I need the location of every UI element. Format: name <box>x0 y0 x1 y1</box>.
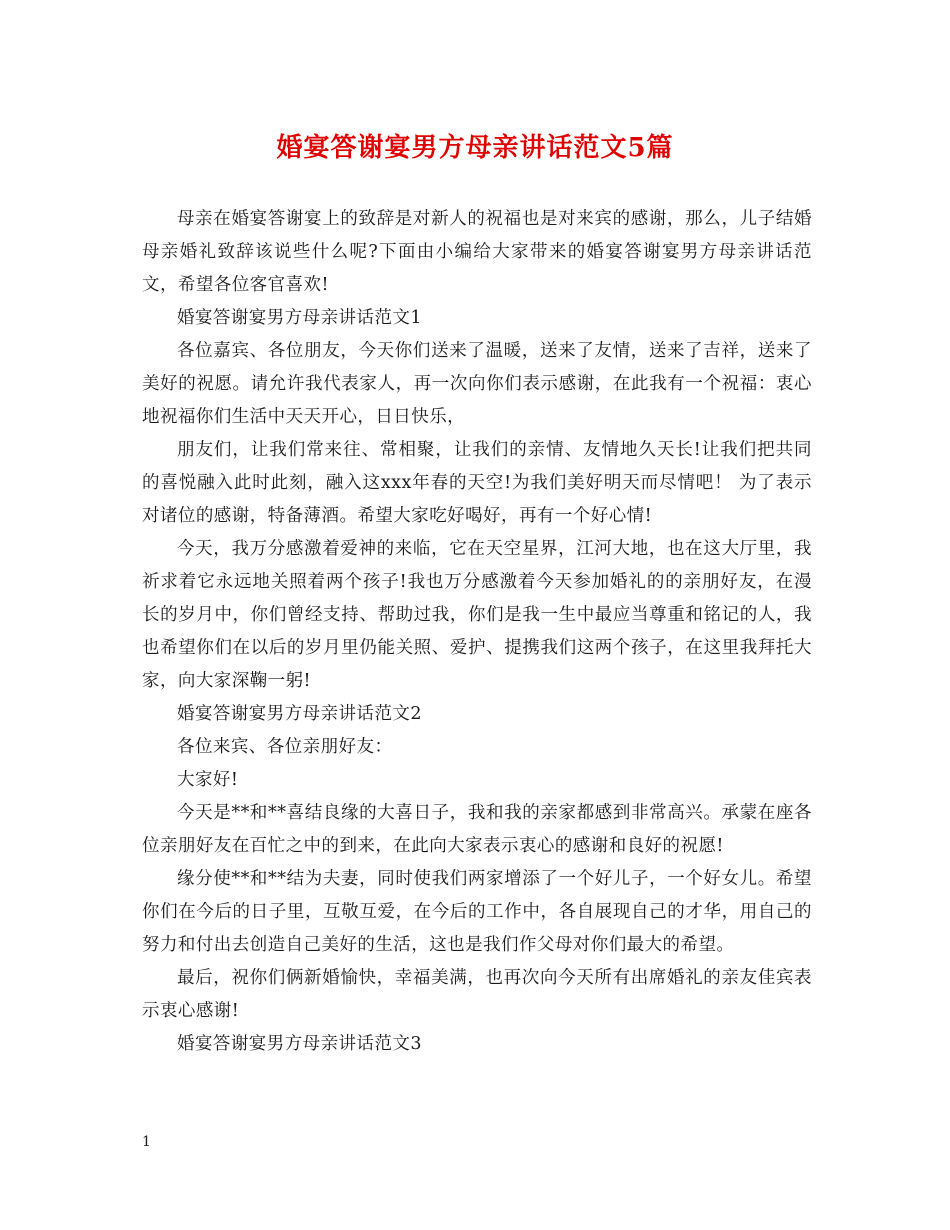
document-body <box>142 203 812 1061</box>
paragraph: 缘分使**和**结为夫妻，同时使我们两家增添了一个好儿子，一个好女儿。希望你们在今后的日子里，互敬互爱，在今后的工作中，各自展现自己的才华，用自己的努力和付出去创造自己美好的生活，这也是我们作父母对你们最大的希望。 <box>142 869 812 955</box>
paragraph: 朋友们，让我们常来往、常相聚，让我们的亲情、友情地久天长!让我们把共同的喜悦融入此时此刻，融入这xxx年春的天空!为我们美好明天而尽情吧！ 为了表示对诸位的感谢，特备薄酒。希望大家吃好喝好，再有一个好心情! <box>142 440 812 526</box>
section-heading-2: 婚宴答谢宴男方母亲讲话范文2 <box>177 704 422 724</box>
paragraph: 今天是**和**喜结良缘的大喜日子，我和我的亲家都感到非常高兴。承蒙在座各位亲朋好友在百忙之中的到来，在此向大家表示衷心的感谢和良好的祝愿! <box>142 803 812 856</box>
page-number: 1 <box>142 1134 151 1150</box>
paragraph: 各位来宾、各位亲朋好友： <box>177 737 393 757</box>
paragraph: 各位嘉宾、各位朋友，今天你们送来了温暖，送来了友情，送来了吉祥，送来了美好的祝愿。请允许我代表家人，再一次向你们表示感谢，在此我有一个祝福：衷心地祝福你们生活中天天开心，日日快乐， <box>142 341 812 427</box>
paragraph: 今天，我万分感激着爱神的来临，它在天空星界，江河大地，也在这大厅里，我祈求着它永远地关照着两个孩子!我也万分感激着今天参加婚礼的的亲朋好友，在漫长的岁月中，你们曾经支持、帮助过我，你们是我一生中最应当尊重和铭记的人，我也希望你们在以后的岁月里仍能关照、爱护、提携我们这两个孩子，在这里我拜托大家，向大家深鞠一躬! <box>142 539 812 691</box>
document-title: 婚宴答谢宴男方母亲讲话范文5篇 <box>276 133 674 163</box>
section-heading-3: 婚宴答谢宴男方母亲讲话范文3 <box>177 1034 422 1054</box>
paragraph-intro: 母亲在婚宴答谢宴上的致辞是对新人的祝福也是对来宾的感谢，那么，儿子结婚母亲婚礼致辞该说些什么呢?下面由小编给大家带来的婚宴答谢宴男方母亲讲话范文，希望各位客官喜欢! <box>142 209 812 295</box>
paragraph: 大家好! <box>177 770 239 790</box>
paragraph: 最后，祝你们俩新婚愉快，幸福美满，也再次向今天所有出席婚礼的亲友佳宾表示衷心感谢! <box>142 968 812 1021</box>
section-heading-1: 婚宴答谢宴男方母亲讲话范文1 <box>177 308 422 328</box>
